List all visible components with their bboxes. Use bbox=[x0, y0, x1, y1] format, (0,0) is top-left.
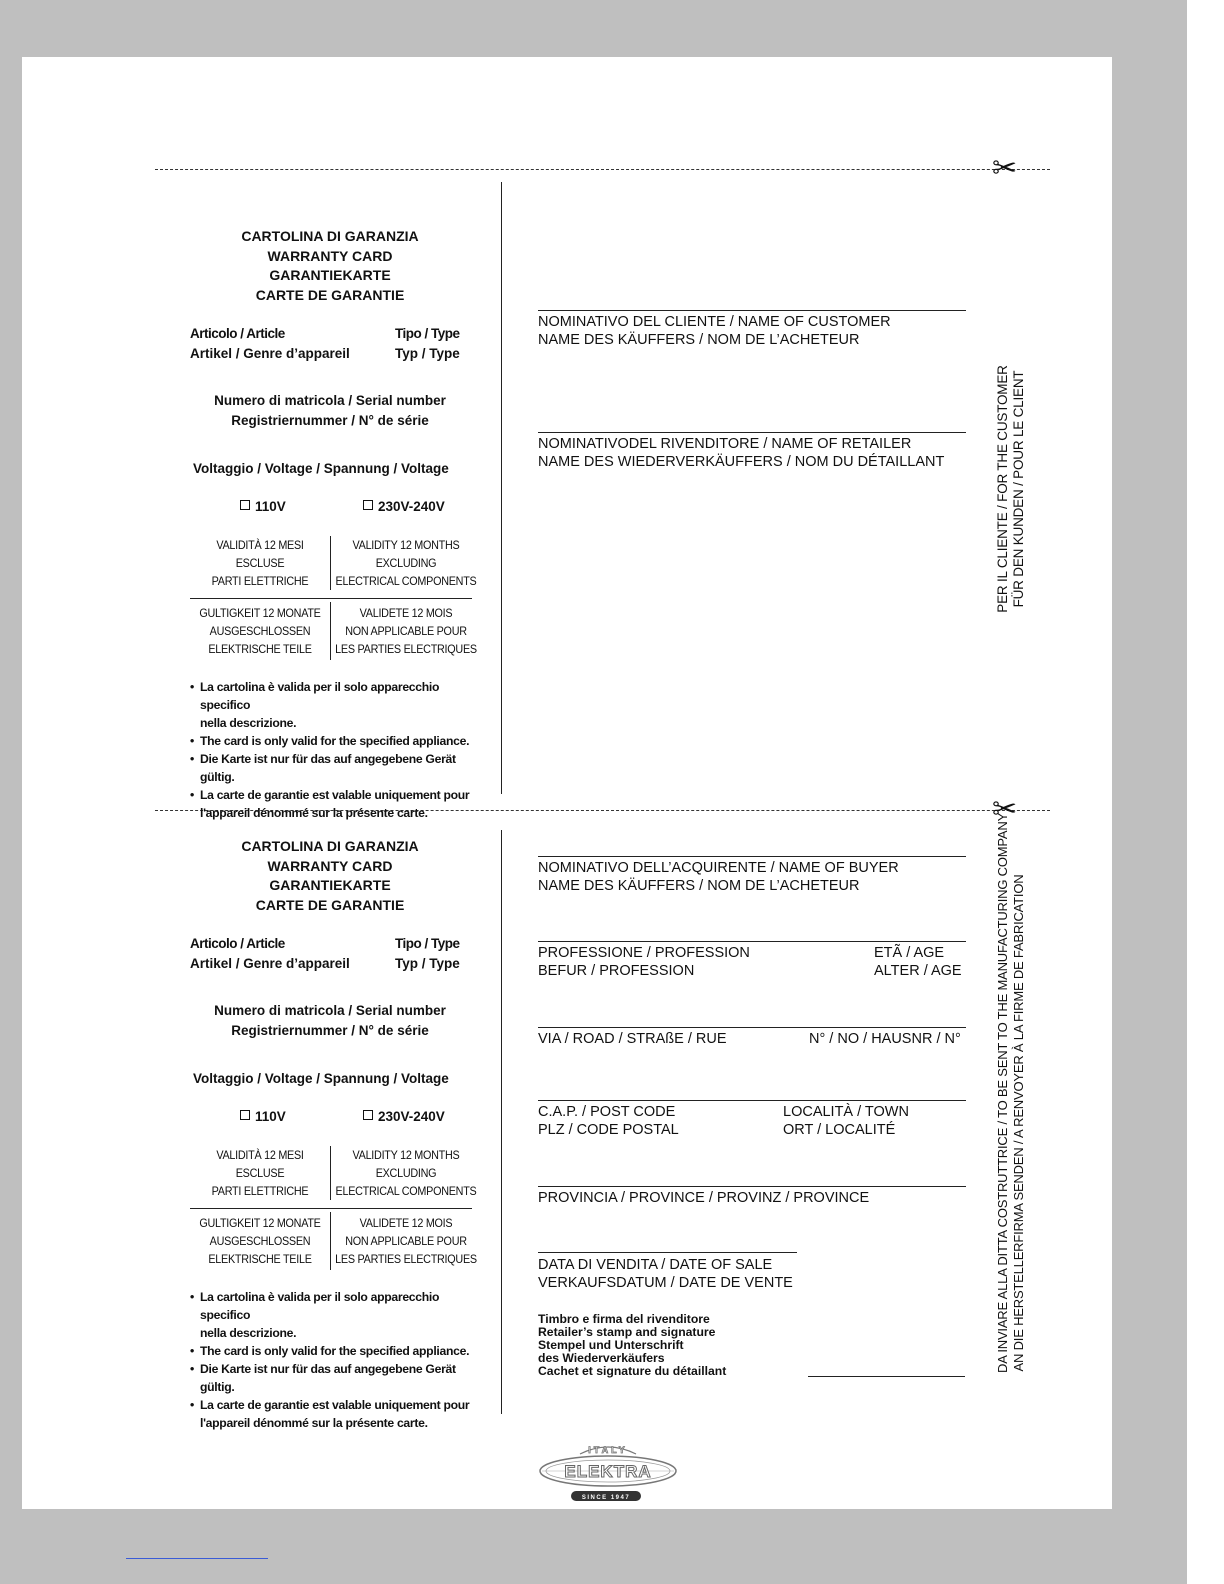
age-label-1: ETÃ / AGE bbox=[874, 945, 945, 961]
validity-en-line: EXCLUDING bbox=[375, 556, 437, 570]
town-label-1: LOCALITÀ / TOWN bbox=[783, 1104, 909, 1120]
logo-since: SINCE 1947 bbox=[581, 1495, 631, 1501]
customer-line[interactable] bbox=[538, 310, 966, 311]
checkbox-icon[interactable] bbox=[240, 500, 250, 510]
side-text-line: PER IL CLIENTE / FOR THE CUSTOMER bbox=[995, 365, 1010, 613]
note-fr bbox=[190, 1396, 490, 1432]
date-line[interactable] bbox=[538, 1252, 797, 1253]
title-de: GARANTIEKARTE bbox=[269, 877, 391, 893]
buyer-label-2: NAME DES KÄUFFERS / NOM DE L’ACHETEUR bbox=[538, 878, 860, 894]
type-label-2: Typ / Type bbox=[395, 956, 460, 971]
checkbox-110v[interactable] bbox=[240, 499, 286, 514]
stamp-line: Stempel und Unterschrift bbox=[538, 1338, 684, 1352]
type-label-1: Tipo / Type bbox=[395, 936, 460, 951]
validity-en bbox=[334, 1146, 478, 1200]
validity-fr-line: NON APPLICABLE POUR bbox=[345, 624, 467, 638]
stamp-line: des Wiederverkäufers bbox=[538, 1351, 665, 1365]
note-fr-line: l'appareil dénommé sur la présente carte. bbox=[200, 1416, 428, 1430]
stamp-line: Timbro e firma del rivenditore bbox=[538, 1312, 710, 1326]
validity-de-line: GULTIGKEIT 12 MONATE bbox=[199, 606, 321, 620]
validity-it-line: VALIDITÀ 12 MESI bbox=[216, 538, 304, 552]
validity-notes bbox=[190, 678, 490, 822]
hyperlink-underline[interactable] bbox=[126, 1558, 268, 1559]
validity-de-line: AUSGESCHLOSSEN bbox=[209, 624, 311, 638]
grid-vline bbox=[330, 602, 331, 660]
note-fr-line: La carte de garantie est valable uniquement pour bbox=[200, 1398, 470, 1412]
article-label-2: Artikel / Genre d’appareil bbox=[190, 956, 350, 971]
address-line[interactable] bbox=[538, 1027, 966, 1028]
viewer-edge bbox=[1187, 0, 1224, 1584]
note-de: • Die Karte ist nur für das auf angegebene Gerät gültig. bbox=[190, 750, 490, 786]
validity-de-line: ELEKTRISCHE TEILE bbox=[208, 1252, 312, 1266]
grid-hline bbox=[190, 1208, 472, 1209]
title-it: CARTOLINA DI GARANZIA bbox=[241, 228, 419, 244]
validity-de bbox=[197, 1214, 323, 1268]
province-label: PROVINCIA / PROVINCE / PROVINZ / PROVINCE bbox=[538, 1190, 870, 1206]
stamp-line: Retailer’s stamp and signature bbox=[538, 1325, 716, 1339]
customer-label-2: NAME DES KÄUFFERS / NOM DE L’ACHETEUR bbox=[538, 332, 860, 348]
checkbox-icon[interactable] bbox=[363, 1110, 373, 1120]
card-title-block bbox=[190, 227, 470, 305]
title-en: WARRANTY CARD bbox=[267, 247, 393, 264]
grid-vline bbox=[330, 1146, 331, 1200]
validity-notes bbox=[190, 1288, 490, 1432]
validity-fr-line: VALIDETE 12 MOIS bbox=[359, 1216, 453, 1230]
vertical-divider-top bbox=[501, 182, 502, 794]
validity-grid bbox=[190, 536, 477, 662]
postcode-line[interactable] bbox=[538, 1100, 966, 1101]
type-label-1: Tipo / Type bbox=[395, 326, 460, 341]
note-it-line: nella descrizione. bbox=[200, 716, 297, 730]
validity-it bbox=[197, 1146, 323, 1200]
house-number-label: N° / NO / HAUSNR / N° bbox=[809, 1031, 961, 1047]
validity-fr-line: LES PARTIES ELECTRIQUES bbox=[335, 1252, 477, 1266]
voltage-label: Voltaggio / Voltage / Spannung / Voltage bbox=[193, 1071, 449, 1086]
side-text-manufacturer bbox=[995, 812, 1027, 1373]
validity-fr-line: NON APPLICABLE POUR bbox=[345, 1234, 467, 1248]
title-it: CARTOLINA DI GARANZIA bbox=[241, 838, 419, 854]
title-de: GARANTIEKARTE bbox=[269, 267, 391, 283]
side-text-customer bbox=[995, 364, 1027, 614]
grid-vline bbox=[330, 1212, 331, 1270]
validity-fr bbox=[334, 604, 478, 658]
scissors-icon: ✂ bbox=[992, 792, 1018, 827]
validity-it-line: PARTI ELETTRICHE bbox=[211, 574, 309, 588]
voltage-label: Voltaggio / Voltage / Spannung / Voltage bbox=[193, 461, 449, 476]
elektra-logo bbox=[538, 1442, 678, 1504]
stamp-line: Cachet et signature du détaillant bbox=[538, 1364, 727, 1378]
serial-number-label bbox=[190, 391, 470, 430]
validity-de bbox=[197, 604, 323, 658]
note-it-line: La cartolina è valida per il solo apparecchio specifico bbox=[200, 1290, 440, 1322]
article-label-1: Articolo / Article bbox=[190, 936, 285, 951]
note-de: • Die Karte ist nur für das auf angegebene Gerät gültig. bbox=[190, 1360, 490, 1396]
checkbox-110v[interactable] bbox=[240, 1109, 286, 1124]
note-it-line: La cartolina è valida per il solo apparecchio specifico bbox=[200, 680, 440, 712]
checkbox-230v[interactable] bbox=[363, 499, 445, 514]
date-label-2: VERKAUFSDATUM / DATE DE VENTE bbox=[538, 1275, 793, 1291]
vertical-divider-bottom bbox=[501, 830, 502, 1414]
validity-de-line: GULTIGKEIT 12 MONATE bbox=[199, 1216, 321, 1230]
article-label-1: Articolo / Article bbox=[190, 326, 285, 341]
buyer-label-1: NOMINATIVO DELL’ACQUIRENTE / NAME OF BUYER bbox=[538, 860, 899, 876]
title-fr: CARTE DE GARANTIE bbox=[255, 286, 405, 303]
cut-line-top bbox=[155, 169, 1050, 170]
validity-de-line: AUSGESCHLOSSEN bbox=[209, 1234, 311, 1248]
retailer-label-1: NOMINATIVODEL RIVENDITORE / NAME OF RETAILER bbox=[538, 436, 912, 452]
profession-label-1: PROFESSIONE / PROFESSION bbox=[538, 945, 750, 961]
validity-en-line: VALIDITY 12 MONTHS bbox=[352, 1148, 460, 1162]
serial-number-label bbox=[190, 1001, 470, 1040]
validity-fr-line: VALIDETE 12 MOIS bbox=[359, 606, 453, 620]
card-title-block bbox=[190, 837, 470, 915]
note-it bbox=[190, 1288, 490, 1342]
note-fr-line: l'appareil dénommé sur la présente carte. bbox=[200, 806, 428, 820]
title-fr: CARTE DE GARANTIE bbox=[255, 896, 405, 913]
checkbox-icon[interactable] bbox=[240, 1110, 250, 1120]
validity-it-line: VALIDITÀ 12 MESI bbox=[216, 1148, 304, 1162]
note-it bbox=[190, 678, 490, 732]
postcode-label-2: PLZ / CODE POSTAL bbox=[538, 1122, 679, 1138]
validity-de-line: ELEKTRISCHE TEILE bbox=[208, 642, 312, 656]
grid-vline bbox=[330, 536, 331, 590]
note-fr bbox=[190, 786, 490, 822]
checkbox-230v-label: 230V-240V bbox=[378, 1109, 445, 1124]
title-en: WARRANTY CARD bbox=[267, 857, 393, 874]
buyer-line[interactable] bbox=[538, 856, 966, 857]
town-label-2: ORT / LOCALITÉ bbox=[783, 1122, 896, 1138]
stamp-signature-label bbox=[538, 1313, 726, 1378]
validity-grid bbox=[190, 1146, 477, 1272]
grid-hline bbox=[190, 598, 472, 599]
side-text-line: FÜR DEN KUNDEN / POUR LE CLIENT bbox=[1011, 370, 1026, 608]
checkbox-110v-label: 110V bbox=[255, 1109, 286, 1124]
checkbox-230v-label: 230V-240V bbox=[378, 499, 445, 514]
profession-label-2: BEFUR / PROFESSION bbox=[538, 963, 695, 979]
postcode-label-1: C.A.P. / POST CODE bbox=[538, 1104, 676, 1120]
validity-fr-line: LES PARTIES ELECTRIQUES bbox=[335, 642, 477, 656]
logo-country: ITALY bbox=[588, 1445, 628, 1455]
article-label-2: Artikel / Genre d’appareil bbox=[190, 346, 350, 361]
date-label-1: DATA DI VENDITA / DATE OF SALE bbox=[538, 1257, 773, 1273]
note-it-line: nella descrizione. bbox=[200, 1326, 297, 1340]
serial-label-2: Registriernummer / N° de série bbox=[231, 1022, 429, 1038]
checkbox-110v-label: 110V bbox=[255, 499, 286, 514]
profession-line[interactable] bbox=[538, 941, 966, 942]
side-text-line: DA INVIARE ALLA DITTA COSTRUTTRICE / TO BE SENT TO THE MANUFACTURING COMPANY bbox=[995, 812, 1010, 1373]
validity-en-line: EXCLUDING bbox=[375, 1166, 437, 1180]
validity-fr bbox=[334, 1214, 478, 1268]
validity-it-line: ESCLUSE bbox=[235, 1166, 285, 1180]
validity-en-line: VALIDITY 12 MONTHS bbox=[352, 538, 460, 552]
customer-label-1: NOMINATIVO DEL CLIENTE / NAME OF CUSTOMER bbox=[538, 314, 891, 330]
note-en: • The card is only valid for the specified appliance. bbox=[190, 1342, 490, 1360]
retailer-label-2: NAME DES WIEDERVERKÄUFFERS / NOM DU DÉTAILLANT bbox=[538, 454, 945, 470]
signature-line[interactable] bbox=[808, 1376, 965, 1377]
validity-it-line: PARTI ELETTRICHE bbox=[211, 1184, 309, 1198]
serial-label-2: Registriernummer / N° de série bbox=[231, 412, 429, 428]
logo-brand: ELEKTRA bbox=[564, 1462, 652, 1481]
scissors-icon: ✂ bbox=[992, 151, 1018, 186]
side-text-line: AN DIE HERSTELLERFIRMA SENDEN / A RENVOYER À LA FIRME DE FABRICATION bbox=[1011, 874, 1026, 1372]
type-label-2: Typ / Type bbox=[395, 346, 460, 361]
note-fr-line: La carte de garantie est valable uniquement pour bbox=[200, 788, 470, 802]
validity-it bbox=[197, 536, 323, 590]
validity-en-line: ELECTRICAL COMPONENTS bbox=[335, 1184, 477, 1198]
road-label: VIA / ROAD / STRAßE / RUE bbox=[538, 1031, 727, 1047]
validity-en bbox=[334, 536, 478, 590]
checkbox-230v[interactable] bbox=[363, 1109, 445, 1124]
age-label-2: ALTER / AGE bbox=[874, 963, 962, 979]
retailer-line[interactable] bbox=[538, 432, 966, 433]
note-en: • The card is only valid for the specified appliance. bbox=[190, 732, 490, 750]
province-line[interactable] bbox=[538, 1186, 966, 1187]
serial-label-1: Numero di matricola / Serial number bbox=[214, 393, 446, 408]
validity-it-line: ESCLUSE bbox=[235, 556, 285, 570]
checkbox-icon[interactable] bbox=[363, 500, 373, 510]
serial-label-1: Numero di matricola / Serial number bbox=[214, 1003, 446, 1018]
validity-en-line: ELECTRICAL COMPONENTS bbox=[335, 574, 477, 588]
viewer-gutter bbox=[1112, 0, 1187, 1584]
